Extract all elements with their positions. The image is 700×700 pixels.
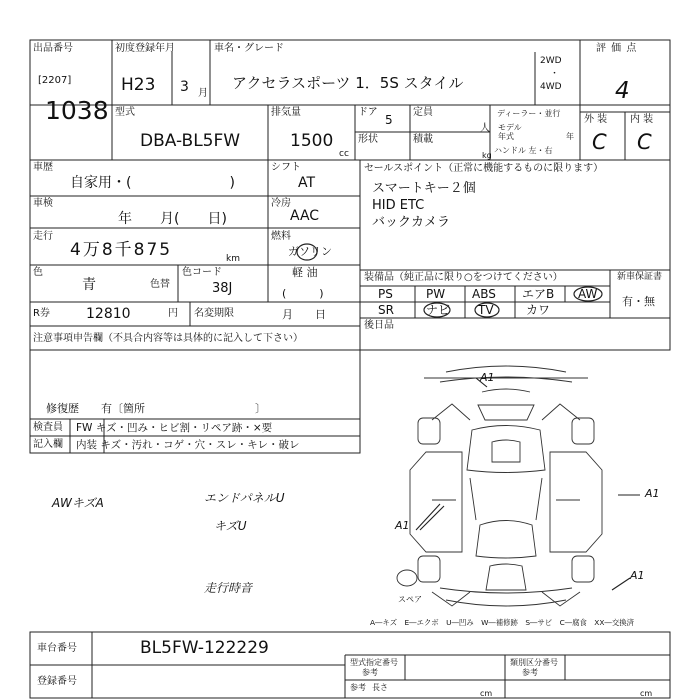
capacity-label: 定員	[413, 107, 433, 118]
hand-a1-rear: A1	[630, 569, 645, 582]
shape-label: 形状	[358, 134, 378, 145]
name-change-value: 月 日	[282, 308, 326, 321]
history-value: 自家用・( )	[70, 175, 235, 191]
recycle-unit: 円	[168, 308, 178, 319]
color-code-value: 38J	[212, 281, 233, 296]
history-label: 車歴	[33, 162, 53, 173]
length-ref: 参考	[350, 683, 366, 692]
equip-tv: TV	[478, 303, 494, 317]
dealer-model-label: モデル	[498, 123, 522, 132]
lot-number: 1038	[45, 96, 109, 125]
width-unit: cm	[640, 689, 653, 698]
cooling-label: 冷房	[271, 198, 291, 209]
equip-leather: カワ	[526, 303, 551, 317]
warranty-label: 新車保証書	[617, 272, 663, 282]
equip-airbag: エアB	[522, 287, 555, 301]
equip-ps: PS	[378, 287, 393, 301]
displacement-unit: cc	[339, 149, 349, 159]
model-label: 型式	[115, 107, 135, 118]
car-name-value: アクセラスポーツ 1．5S スタイル	[232, 74, 464, 92]
doors-value: 5	[385, 113, 393, 127]
drive-2wd: 2WD	[540, 56, 562, 66]
car-diagram	[397, 366, 602, 606]
hand-end-panel: エンドパネルU	[204, 491, 285, 505]
spare-label: スペア	[398, 595, 422, 604]
fuel-label: 燃料	[271, 231, 291, 242]
chassis-value: BL5FW-122229	[140, 638, 269, 658]
mileage-unit: km	[226, 254, 240, 264]
damage-legend: A―キズ E―エクボ U―凹み W―補修跡 S―サビ C―腐食 XX―交換済	[370, 618, 634, 627]
model-value: DBA-BL5FW	[140, 131, 241, 151]
category-label: 類別区分番号	[510, 658, 558, 667]
hand-aw-scratch: AWキズA	[52, 496, 104, 510]
drive-dot: ・	[550, 69, 560, 79]
chassis-label: 車台番号	[37, 643, 77, 654]
doors-label: ドア	[358, 107, 378, 118]
hand-a1-front: A1	[480, 371, 495, 384]
inspector-row-2: 内装 キズ・汚れ・コゲ・穴・スレ・キレ・破レ	[76, 439, 300, 451]
notes-label: 注意事項申告欄（不具合内容等は具体的に記入して下さい）	[33, 333, 303, 344]
equip-aw: AW	[578, 287, 598, 301]
registration-month: 3	[180, 79, 189, 95]
displacement-label: 排気量	[271, 107, 301, 118]
type-designation-ref: 参考	[362, 668, 378, 677]
hand-noise: 走行時音	[204, 581, 253, 595]
warranty-value: 有・無	[622, 295, 655, 308]
inspection-label: 車検	[33, 198, 53, 209]
registration-label: 初度登録年月	[115, 43, 175, 54]
color-value: 青	[82, 277, 96, 293]
equipment-label: 装備品（純正品に限り○をつけてください）	[364, 272, 563, 283]
type-designation-label: 型式指定番号	[350, 658, 398, 667]
capacity-unit: 人	[480, 123, 490, 134]
rating-score: 4	[615, 78, 630, 104]
color-paint-label: 色替	[150, 279, 170, 290]
interior-label: 内 装	[630, 114, 654, 125]
mileage-value: 4万8千875	[70, 240, 173, 260]
mileage-label: 走行	[33, 231, 53, 242]
color-label: 色	[33, 267, 43, 278]
rating-label: 評 価 点	[596, 43, 638, 54]
inspector-label-1: 検査員	[33, 422, 63, 433]
fuel-diesel: 軽 油	[292, 266, 318, 279]
registration-month-unit: 月	[198, 88, 208, 99]
hand-a1-right: A1	[645, 487, 660, 500]
equip-abs: ABS	[472, 287, 496, 301]
displacement-value: 1500	[290, 131, 334, 151]
inspection-value: 年 月( 日)	[118, 211, 227, 227]
inspector-row-1: FW キズ・凹み・ヒビ割・リペア跡・×要	[76, 422, 273, 434]
registration-number-label: 登録番号	[37, 676, 77, 687]
load-label: 積載	[413, 134, 433, 145]
lot-code: [2207]	[38, 75, 72, 86]
shift-label: シフト	[271, 162, 301, 173]
hand-scratch-u: キズU	[214, 519, 247, 533]
exterior-label: 外 装	[584, 114, 608, 125]
color-code-label: 色コード	[182, 267, 222, 278]
dealer-year-unit: 年	[566, 132, 574, 141]
drive-4wd: 4WD	[540, 82, 562, 92]
shift-value: AT	[298, 175, 316, 191]
recycle-label: R券	[33, 308, 50, 319]
repair-history: 修復歴 有〔箇所 〕	[46, 402, 266, 415]
registration-year: H23	[121, 75, 156, 95]
load-unit: kg	[482, 151, 492, 160]
length-label: 長さ	[372, 683, 388, 692]
later-install-label: 後日品	[364, 320, 394, 331]
dealer-handle: ハンドル 左・右	[494, 146, 553, 155]
selling-points-label: セールスポイント（正常に機能するものに限ります）	[364, 163, 604, 174]
fuel-other: ( )	[282, 287, 324, 300]
equip-sr: SR	[378, 303, 394, 317]
inspector-label-2: 記入欄	[33, 439, 63, 450]
cooling-value: AAC	[290, 208, 320, 224]
category-ref: 参考	[522, 668, 538, 677]
selling-point-2: HID ETC	[372, 198, 425, 213]
name-change-label: 名変期限	[194, 308, 234, 319]
length-unit: cm	[480, 689, 493, 698]
fuel-gasoline: ガソリン	[288, 245, 332, 258]
selling-point-3: バックカメラ	[372, 215, 451, 230]
exterior-grade: C	[592, 130, 607, 154]
car-name-label: 車名・グレード	[214, 43, 284, 54]
dealer-year-label: 年式	[498, 132, 514, 141]
recycle-value: 12810	[86, 306, 131, 322]
selling-point-1: スマートキー２個	[372, 181, 476, 196]
hand-a1-left: A1	[395, 519, 410, 532]
equip-pw: PW	[426, 287, 446, 301]
interior-grade: C	[637, 130, 652, 154]
lot-label: 出品番号	[33, 43, 73, 54]
dealer-label: ディーラー・並行	[497, 109, 561, 118]
equip-navi: ナビ	[426, 303, 451, 317]
